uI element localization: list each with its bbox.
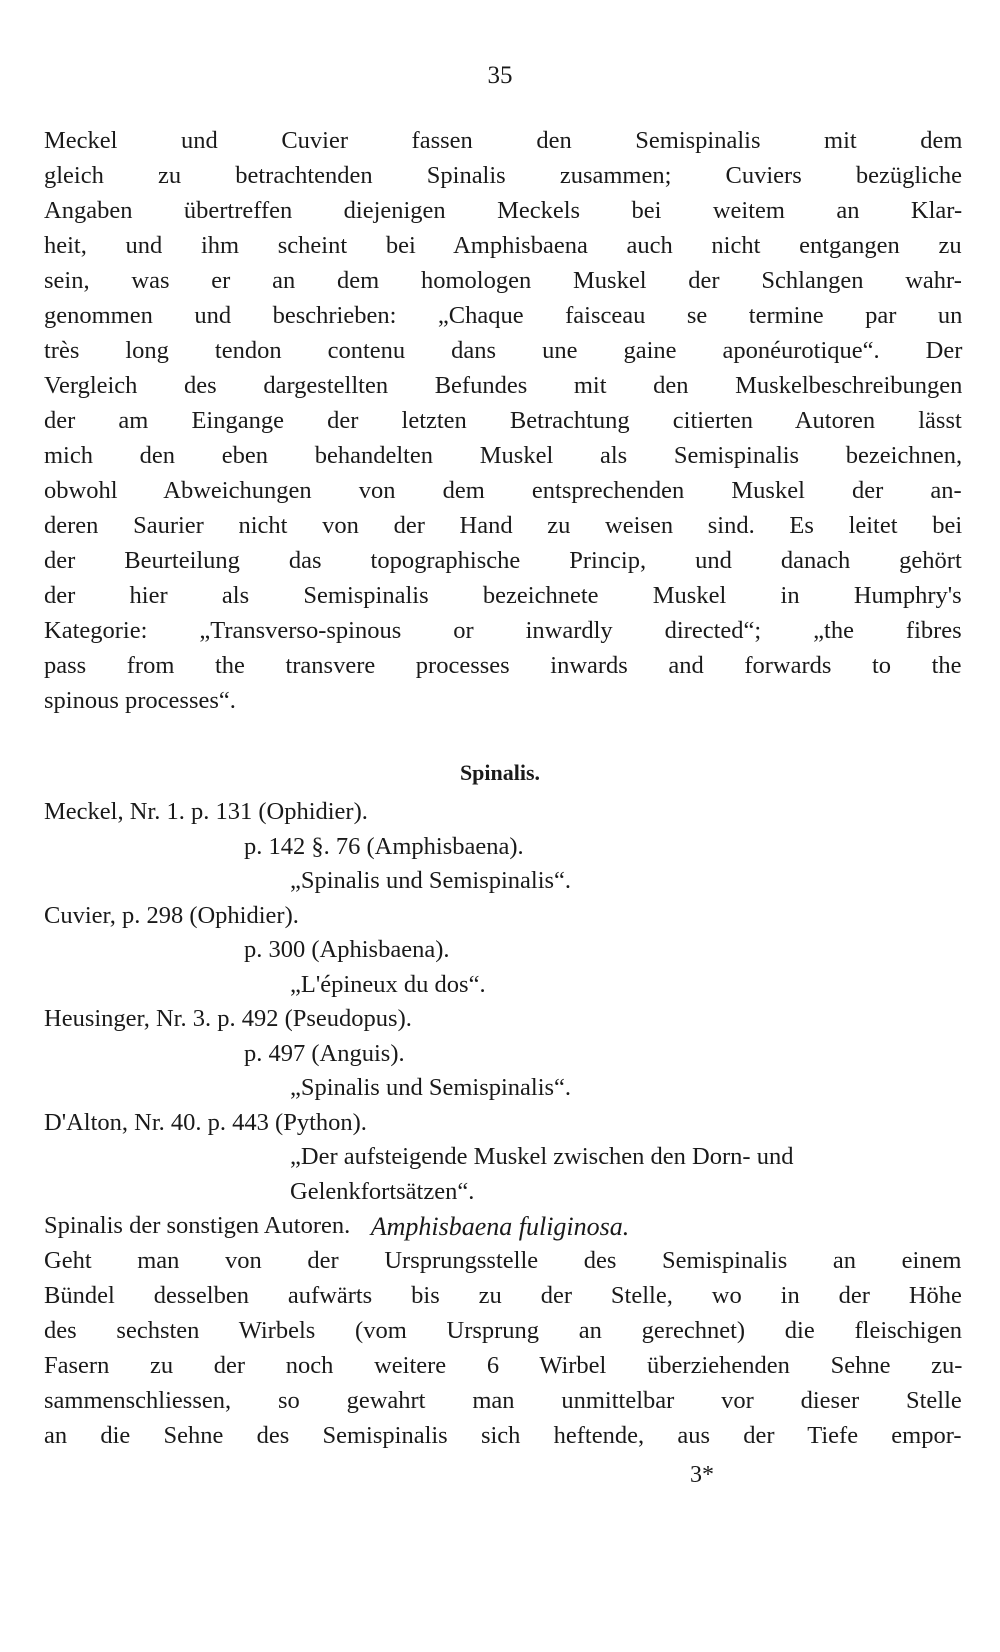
reference-line: „L'épineux du dos“.	[290, 970, 486, 998]
text-line: an die Sehne des Semispinalis sich heftende, aus der Tiefe empor-	[44, 1422, 962, 1449]
text-line: sammenschliessen, so gewahrt man unmittelbar vor dieser Stelle	[44, 1387, 962, 1414]
text-line: sein, was er an dem homologen Muskel der Schlangen wahr-	[44, 267, 962, 294]
text-line: gleich zu betrachtenden Spinalis zusammen; Cuviers bezügliche	[44, 162, 962, 189]
text-line: Bündel desselben aufwärts bis zu der Stelle, wo in der Höhe	[44, 1282, 962, 1309]
text-line: der hier als Semispinalis bezeichnete Muskel in Humphry's	[44, 582, 962, 609]
signature-mark: 3*	[690, 1462, 714, 1488]
text-line: Meckel und Cuvier fassen den Semispinalis mit dem	[44, 127, 963, 154]
reference-line: Cuvier, p. 298 (Ophidier).	[44, 901, 299, 929]
text-line: obwohl Abweichungen von dem entsprechenden Muskel der an-	[44, 477, 962, 504]
text-line: der Beurteilung das topographische Princip, und danach gehört	[44, 547, 962, 574]
species-heading: Amphisbaena fuliginosa.	[370, 1212, 630, 1241]
text-line: Kategorie: „Transverso-spinous or inwardly directed“; „the fibres	[44, 617, 962, 644]
text-line: der am Eingange der letzten Betrachtung citierten Autoren lässt	[44, 407, 962, 434]
text-line: deren Saurier nicht von der Hand zu weisen sind. Es leitet bei	[44, 512, 963, 539]
reference-line: Gelenkfortsätzen“.	[290, 1177, 475, 1205]
reference-line: Meckel, Nr. 1. p. 131 (Ophidier).	[44, 798, 368, 825]
reference-line: D'Alton, Nr. 40. p. 443 (Python).	[44, 1108, 367, 1136]
text-line: heit, und ihm scheint bei Amphisbaena auch nicht entgangen zu	[44, 232, 962, 259]
text-line: pass from the transvere processes inwards and forwards to the	[44, 652, 962, 679]
reference-line: p. 300 (Aphisbaena).	[244, 936, 450, 963]
text-line: Vergleich des dargestellten Befundes mit den Muskelbeschreibungen	[44, 372, 963, 399]
text-line: des sechsten Wirbels (vom Ursprung an gerechnet) die fleischigen	[44, 1317, 962, 1344]
section-heading: Spinalis.	[459, 760, 541, 785]
text-line: Geht man von der Ursprungsstelle des Semispinalis an einem	[44, 1247, 962, 1274]
reference-line: Spinalis der sonstigen Autoren.	[44, 1212, 351, 1239]
reference-line: p. 142 §. 76 (Amphisbaena).	[244, 832, 524, 860]
text-line: Fasern zu der noch weitere 6 Wirbel überziehenden Sehne zu-	[44, 1352, 963, 1379]
text-line: Angaben übertreffen diejenigen Meckels bei weitem an Klar-	[44, 197, 963, 224]
text-line: spinous processes“.	[44, 687, 236, 714]
reference-line: „Spinalis und Semispinalis“.	[290, 1074, 572, 1101]
reference-line: p. 497 (Anguis).	[244, 1039, 405, 1067]
page-number: 35	[487, 62, 513, 89]
text-line: très long tendon contenu dans une gaine aponéurotique“. Der	[44, 337, 963, 364]
text-line: genommen und beschrieben: „Chaque faisceau se termine par un	[44, 302, 963, 329]
reference-line: „Der aufsteigende Muskel zwischen den Dorn- und	[290, 1143, 794, 1170]
text-line: mich den eben behandelten Muskel als Semispinalis bezeichnen,	[44, 442, 963, 469]
reference-line: Heusinger, Nr. 3. p. 492 (Pseudopus).	[44, 1005, 412, 1032]
reference-line: „Spinalis und Semispinalis“.	[290, 867, 572, 894]
